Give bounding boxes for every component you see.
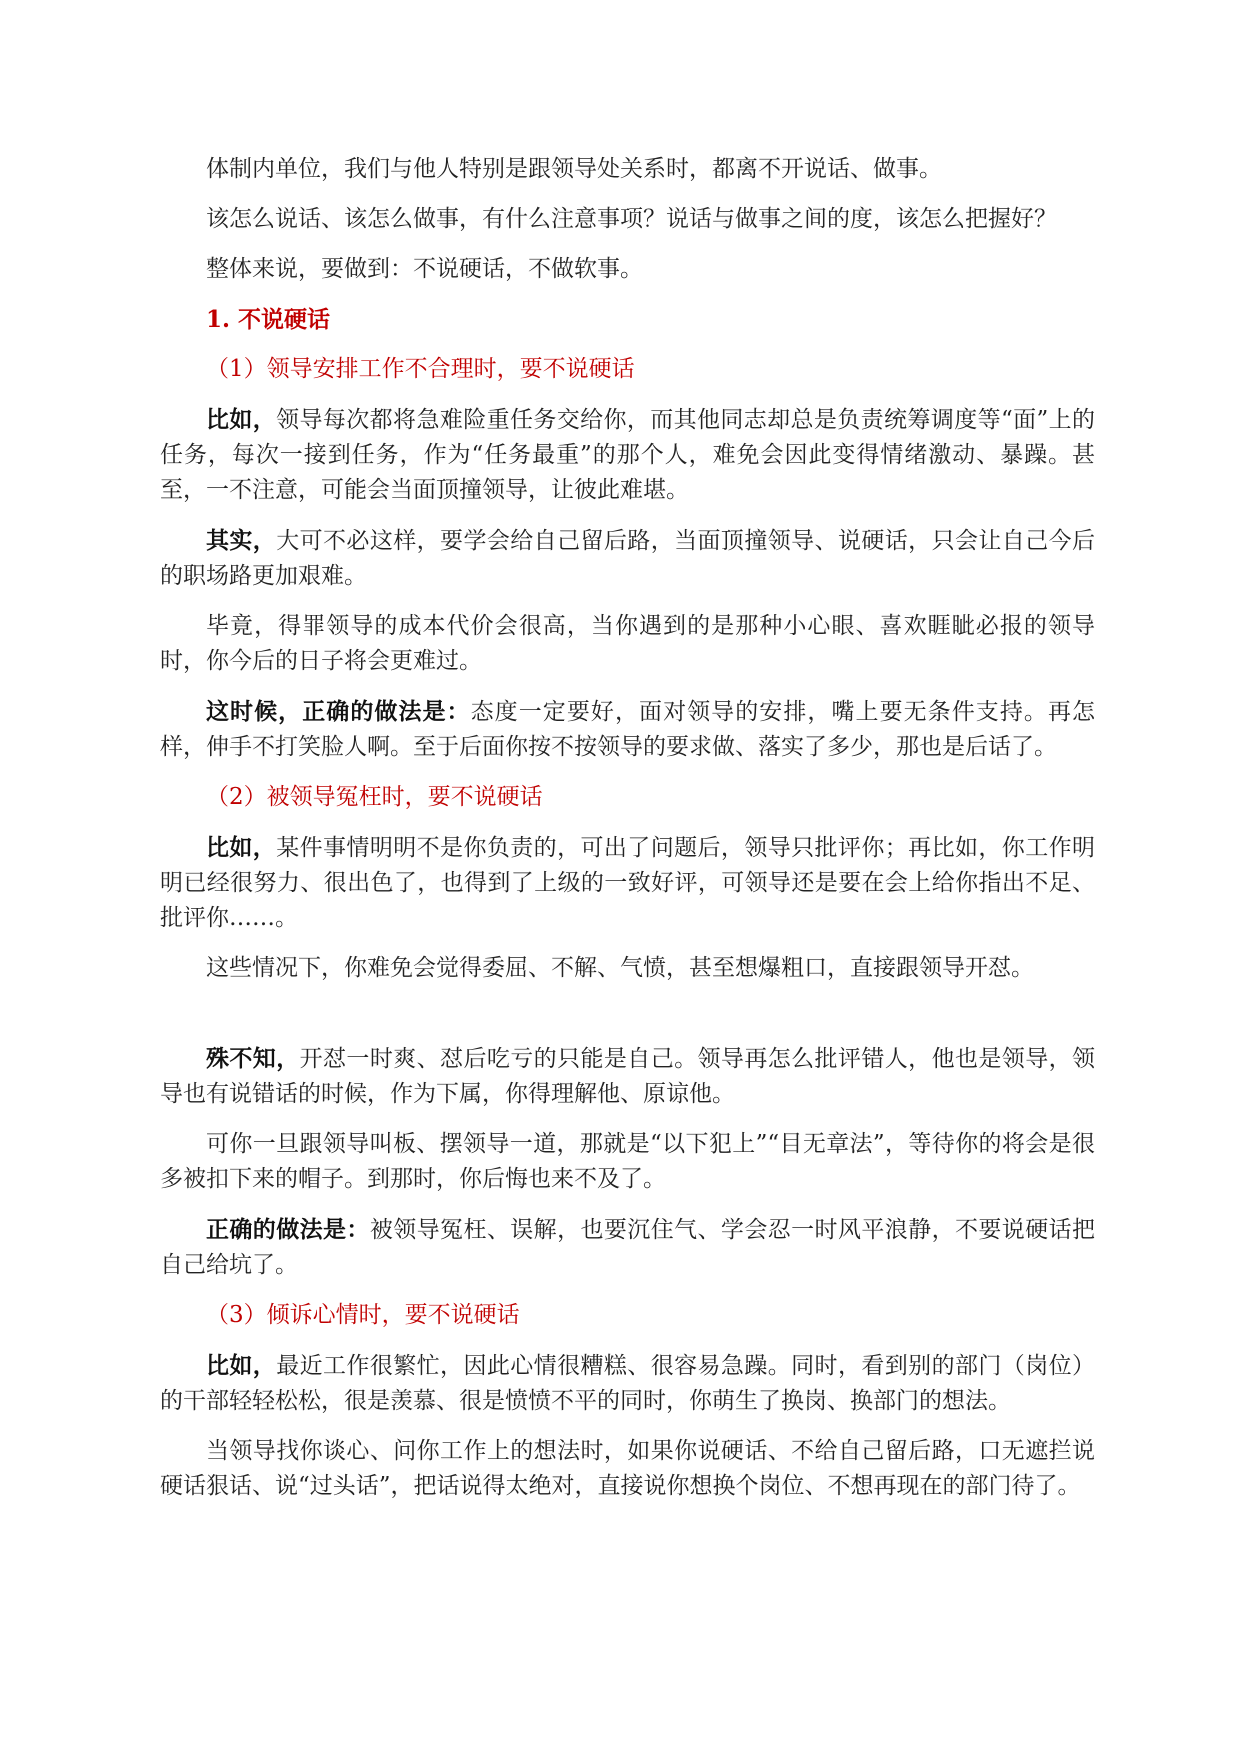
- paragraph-body: 被领导冤枉、误解，也要沉住气、学会忍一时风平浪静，不要说硬话把自己给坑了。: [160, 1217, 1096, 1278]
- paragraph-summary: 整体来说，要做到：不说硬话，不做软事。: [206, 256, 643, 282]
- paragraph-correct-approach-1: [160, 694, 1095, 765]
- paragraph-question: 该怎么说话、该怎么做事，有什么注意事项？说话与做事之间的度，该怎么把握好？: [206, 206, 1057, 232]
- paragraph-when-leader: 当领导找你谈心、问你工作上的想法时，如果你说硬话、不给自己留后路，口无遮拦说硬话狠话、说“过头话”，把话说得太绝对，直接说你想换个岗位、不想再现在的部门待了。: [160, 1438, 1095, 1499]
- document-page: [160, 152, 1095, 1519]
- paragraph-little-know: [160, 1041, 1095, 1112]
- paragraph-intro: 体制内单位，我们与他人特别是跟领导处关系时，都离不开说话、做事。: [206, 156, 942, 182]
- paragraph-body: 领导每次都将急难险重任务交给你，而其他同志却总是负责统筹调度等“面”上的任务，每次一接到任务，作为“任务最重”的那个人，难免会因此变得情绪激动、暴躁。甚至，一不注意，可能会当面顶撞领导，让彼此难堪。: [160, 407, 1095, 503]
- spacer: [160, 1001, 1095, 1041]
- paragraph-body: 最近工作很繁忙，因此心情很糟糕、很容易急躁。同时，看到别的部门（岗位）的干部轻轻松松，很是羡慕、很是愤愤不平的同时，你萌生了换岗、换部门的想法。: [160, 1353, 1096, 1414]
- paragraph-situations: 这些情况下，你难免会觉得委屈、不解、气愤，甚至想爆粗口，直接跟领导开怼。: [206, 955, 1034, 981]
- paragraph-example-2: [160, 830, 1095, 936]
- subsection-heading-3: （3）倾诉心情时，要不说硬话: [206, 1302, 520, 1328]
- paragraph-lead: 殊不知，: [206, 1045, 300, 1072]
- subsection-heading-1: （1）领导安排工作不合理时，要不说硬话: [206, 356, 635, 382]
- paragraph-lead: 其实，: [206, 527, 277, 554]
- paragraph-lead: 比如，: [206, 834, 277, 861]
- paragraph-once: 可你一旦跟领导叫板、摆领导一道，那就是“以下犯上”“目无章法”，等待你的将会是很多被扣下来的帽子。到那时，你后悔也来不及了。: [160, 1131, 1095, 1192]
- paragraph-lead: 这时候，正确的做法是：: [206, 698, 471, 725]
- paragraph-after-all: 毕竟，得罪领导的成本代价会很高，当你遇到的是那种小心眼、喜欢睚眦必报的领导时，你今后的日子将会更难过。: [160, 613, 1095, 674]
- paragraph-body: 大可不必这样，要学会给自己留后路，当面顶撞领导、说硬话，只会让自己今后的职场路更加艰难。: [160, 528, 1096, 589]
- paragraph-body: 态度一定要好，面对领导的安排，嘴上要无条件支持。再怎样，伸手不打笑脸人啊。至于后面你按不按领导的要求做、落实了多少，那也是后话了。: [160, 699, 1096, 760]
- paragraph-lead: 比如，: [206, 406, 277, 433]
- paragraph-body: 某件事情明明不是你负责的，可出了问题后，领导只批评你；再比如，你工作明明已经很努力、很出色了，也得到了上级的一致好评，可领导还是要在会上给你指出不足、批评你……。: [160, 835, 1096, 931]
- paragraph-lead: 比如，: [206, 1352, 277, 1379]
- paragraph-lead: 正确的做法是：: [206, 1216, 370, 1243]
- paragraph-body: 开怼一时爽、怼后吃亏的只能是自己。领导再怎么批评错人，他也是领导，领导也有说错话的时候，作为下属，你得理解他、原谅他。: [160, 1046, 1096, 1107]
- subsection-heading-2: （2）被领导冤枉时，要不说硬话: [206, 784, 543, 810]
- paragraph-example-1: [160, 402, 1095, 508]
- paragraph-correct-approach-2: [160, 1212, 1095, 1283]
- paragraph-example-3: [160, 1348, 1095, 1419]
- section-heading-1: 1. 不说硬话: [206, 306, 331, 333]
- paragraph-actually: [160, 523, 1095, 594]
